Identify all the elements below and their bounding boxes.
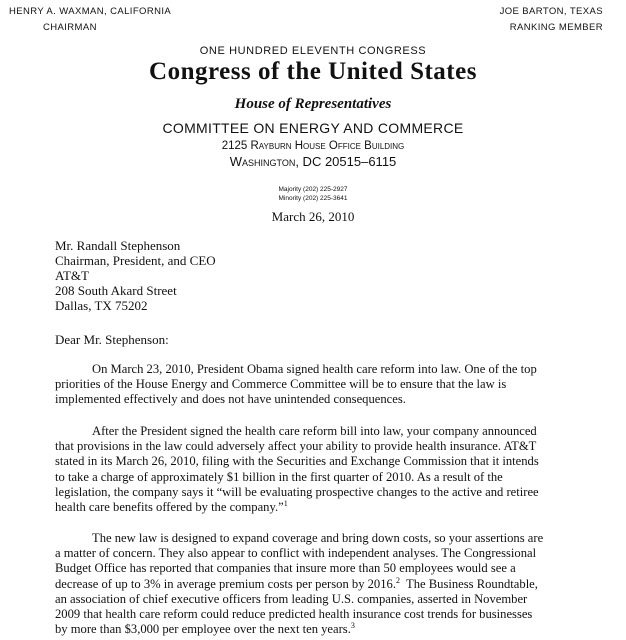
ranking-member-title: RANKING MEMBER bbox=[509, 22, 603, 33]
minority-phone: Minority (202) 225-3641 bbox=[278, 195, 348, 202]
paragraph-1-line: implemented effectively and does not have unintended consequences. bbox=[55, 392, 406, 407]
paragraph-3-last-line bbox=[55, 622, 603, 637]
paragraph-2 bbox=[55, 424, 603, 515]
recipient-street: 208 South Akard Street bbox=[55, 283, 177, 298]
paragraph-3-line: The new law is designed to expand coverage and bring down costs, so your assertions are bbox=[92, 531, 544, 545]
committee-address-line2: Washington, DC 20515–6115 bbox=[229, 154, 397, 169]
ranking-member-name: JOE BARTON, TEXAS bbox=[499, 6, 603, 17]
paragraph-3-text: The Business Roundtable, bbox=[399, 576, 538, 591]
paragraph-1-line: On March 23, 2010, President Obama signed health care reform into law. One of the top bbox=[92, 362, 537, 376]
congress-title: Congress of the United States bbox=[149, 58, 477, 85]
chairman-title: CHAIRMAN bbox=[43, 22, 97, 33]
footnote-2-marker: 2 bbox=[395, 575, 400, 585]
majority-phone: Majority (202) 225-2927 bbox=[278, 186, 348, 193]
paragraph-2-line: that provisions in the law could adversely affect your ability to provide health insurance. AT&T bbox=[55, 439, 537, 454]
paragraph-3 bbox=[55, 531, 603, 637]
paragraph-2-line: After the President signed the health care reform bill into law, your company announced bbox=[92, 424, 537, 438]
recipient-title: Chairman, President, and CEO bbox=[55, 253, 216, 268]
paragraph-1 bbox=[55, 362, 603, 408]
paragraph-1-line: priorities of the House Energy and Commerce Committee will be to ensure that the law is bbox=[55, 377, 507, 392]
footnote-3-marker: 3 bbox=[350, 621, 355, 631]
paragraph-3-line: 2009 that health care reform could reduce predicted health insurance cost trends for businesses bbox=[55, 607, 533, 622]
paragraph-3-line: a matter of concern. They also appear to conflict with independent analyses. The Congressional bbox=[55, 546, 537, 561]
paragraph-2-line: legislation, the company says it “will be evaluating prospective changes to the active and retiree bbox=[55, 484, 539, 499]
house-title: House of Representatives bbox=[234, 96, 392, 112]
paragraph-3-text: by more than $3,000 per employee over the next ten years. bbox=[55, 622, 351, 637]
committee-address-line1: 2125 Rayburn House Office Building bbox=[221, 140, 405, 152]
paragraph-2-text: health care benefits offered by the company.” bbox=[55, 500, 284, 515]
paragraph-2-line: to take a charge of approximately $1 billion in the first quarter of 2010. As a result of the bbox=[55, 469, 503, 484]
recipient-city: Dallas, TX 75202 bbox=[55, 298, 148, 313]
congress-number: ONE HUNDRED ELEVENTH CONGRESS bbox=[199, 45, 427, 57]
paragraph-3-line: an association of chief executive officers from leading U.S. companies, asserted in November bbox=[55, 591, 528, 606]
recipient-name: Mr. Randall Stephenson bbox=[55, 238, 181, 253]
footnote-1-marker: 1 bbox=[283, 498, 288, 508]
salutation: Dear Mr. Stephenson: bbox=[55, 332, 169, 347]
letter-date: March 26, 2010 bbox=[271, 209, 355, 224]
paragraph-3-line-with-footnote bbox=[55, 577, 603, 592]
paragraph-3-text: decrease of up to 3% in average premium costs per person by 2016. bbox=[55, 576, 396, 591]
paragraph-3-line: Budget Office has reported that companies that insure more than 50 employees would see a bbox=[55, 561, 516, 576]
committee-name: COMMITTEE ON ENERGY AND COMMERCE bbox=[162, 120, 464, 136]
chairman-name: HENRY A. WAXMAN, CALIFORNIA bbox=[9, 6, 172, 17]
recipient-company: AT&T bbox=[55, 268, 89, 283]
paragraph-2-line: stated in its March 26, 2010, filing with the Securities and Exchange Commission that it intends bbox=[55, 454, 539, 469]
paragraph-2-last-line bbox=[55, 500, 603, 515]
